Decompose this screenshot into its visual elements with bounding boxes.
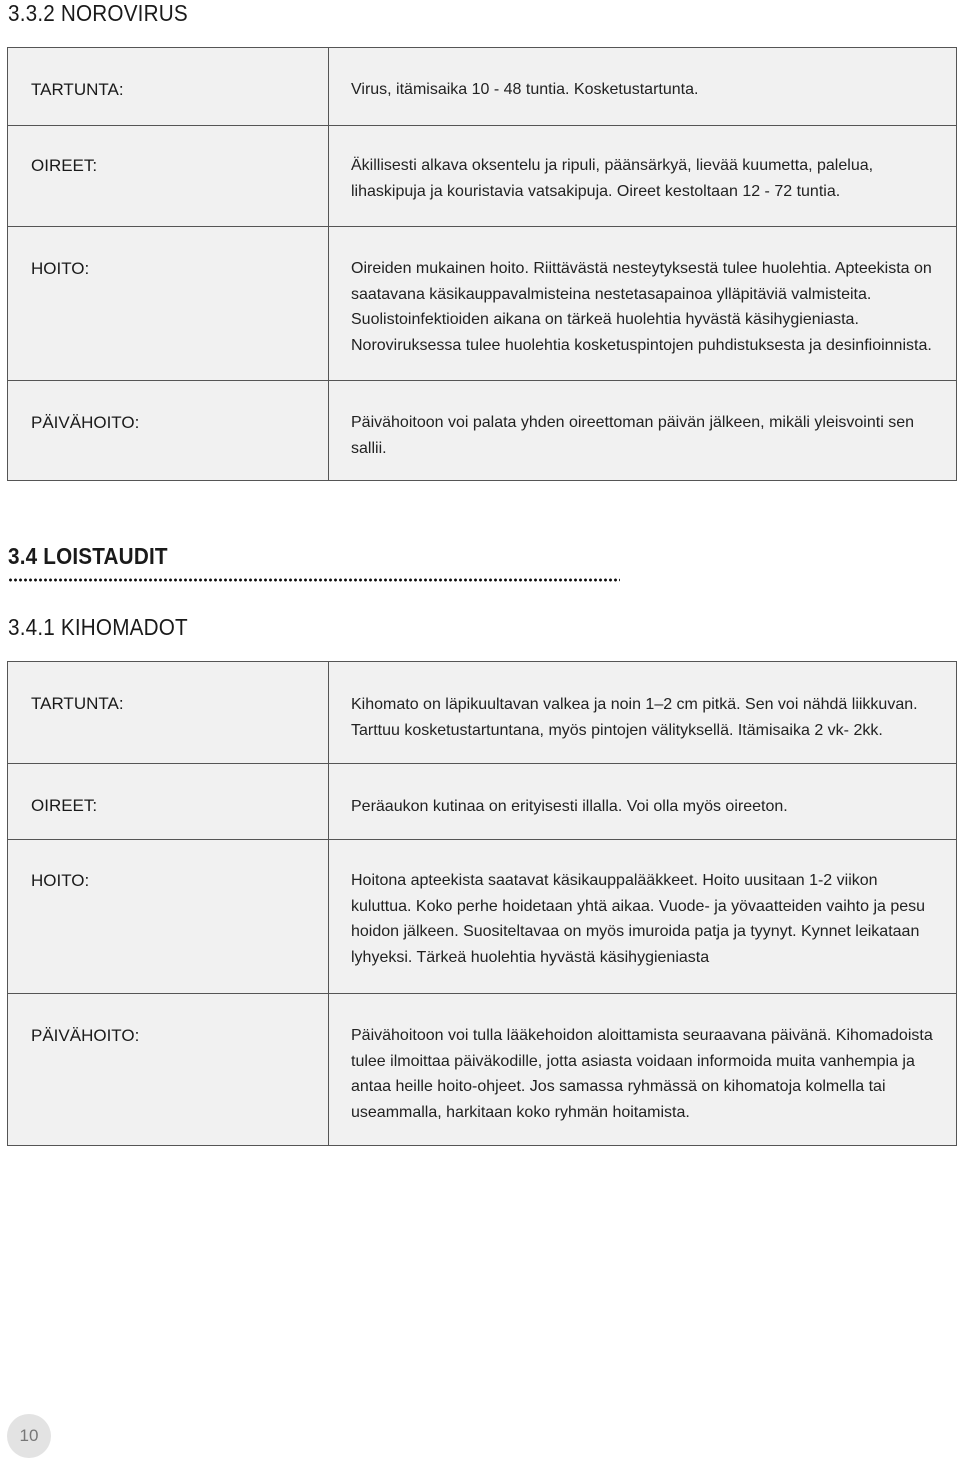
row-text: Hoitona apteekista saatavat käsikauppalääkkeet. Hoito uusitaan 1-2 viikon kuluttua. Koko perhe hoidetaan yhtä aikaa. Vuode- ja yövaatteiden vaihto ja pesu hoidon jälkeen. Suositeltavaa on myös imuroida patja ja tyynyt. Kynnet leikataan lyhyeksi. Tärkeä huolehtia hyvästä käsihygieniasta [329,840,957,994]
row-text: Virus, itämisaika 10 - 48 tuntia. Kosketustartunta. [329,48,957,126]
table-row [8,126,957,227]
table-row [8,381,957,481]
row-label: TARTUNTA: [8,48,329,126]
norovirus-table [7,47,957,481]
row-text: Oireiden mukainen hoito. Riittävästä nesteytyksestä tulee huolehtia. Apteekista on saatavana käsikauppavalmisteina nestetasapainoa ylläpitäviä valmisteita. Suolistoinfektioiden aikana on tärkeä huolehtia hyvästä käsihygieniasta. Noroviruksessa tulee huolehtia kosketuspintojen puhdistuksesta ja desinfioinnista. [329,227,957,381]
row-label: OIREET: [8,126,329,227]
row-text: Päivähoitoon voi tulla lääkehoidon aloittamista seuraavana päivänä. Kihomadoista tulee ilmoittaa päiväkodille, jotta asiasta voidaan informoida muita vanhempia ja antaa heille hoito-ohjeet. Jos samassa ryhmässä on kihomatoja kolmella tai useammalla, harkitaan koko ryhmän hoitamista. [329,994,957,1146]
row-label: TARTUNTA: [8,662,329,764]
page-number: 10 [7,1414,51,1458]
row-text: Päivähoitoon voi palata yhden oireettoman päivän jälkeen, mikäli yleisvointi sen sallii. [329,381,957,481]
row-label: PÄIVÄHOITO: [8,381,329,481]
table-row [8,994,957,1146]
row-label: OIREET: [8,764,329,840]
row-label: PÄIVÄHOITO: [8,994,329,1146]
section-heading-norovirus: 3.3.2 NOROVIRUS [8,0,188,26]
table-row [8,48,957,126]
kihomadot-table [7,661,957,1146]
row-text: Peräaukon kutinaa on erityisesti illalla. Voi olla myös oireeton. [329,764,957,840]
table-row [8,764,957,840]
table-row [8,840,957,994]
section-heading-loistaudit: 3.4 LOISTAUDIT [8,543,168,569]
dotted-divider [8,578,620,582]
table-row [8,227,957,381]
row-label: HOITO: [8,840,329,994]
row-text: Äkillisesti alkava oksentelu ja ripuli, päänsärkyä, lievää kuumetta, palelua, lihaskipuja ja kouristavia vatsakipuja. Oireet kestoltaan 12 - 72 tuntia. [329,126,957,227]
row-label: HOITO: [8,227,329,381]
section-heading-kihomadot: 3.4.1 KIHOMADOT [8,614,188,640]
row-text: Kihomato on läpikuultavan valkea ja noin 1–2 cm pitkä. Sen voi nähdä liikkuvan. Tarttuu kosketustartuntana, myös pintojen välityksellä. Itämisaika 2 vk- 2kk. [329,662,957,764]
table-row [8,662,957,764]
